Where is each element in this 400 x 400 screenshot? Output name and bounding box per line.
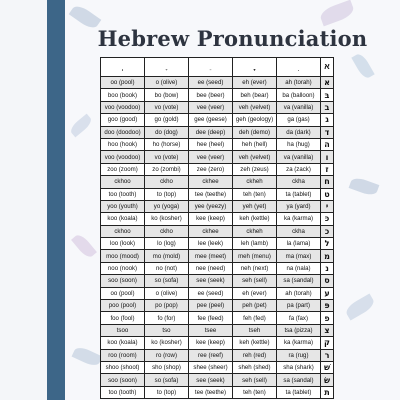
pronunciation-cell: pee (peel) [189,300,233,312]
table-header-row [101,58,334,77]
pronunciation-cell: oo (pool) [101,287,145,299]
table-row [101,138,334,150]
vowel-header-cell [233,58,277,77]
pronunciation-cell: see (seek) [189,374,233,386]
pronunciation-cell: zeh (zeus) [233,163,277,175]
table-row [101,312,334,324]
table-row [101,126,334,138]
pronunciation-cell: yoo (youth) [101,200,145,212]
pronunciation-cell: shoo (shoot) [101,361,145,373]
pronunciation-cell: o (olive) [145,77,189,89]
pronunciation-cell: ko (kosher) [145,213,189,225]
pronunciation-cell: va (vanilla) [277,101,321,113]
table-row [101,337,334,349]
pronunciation-cell: yo (yoga) [145,200,189,212]
pronunciation-cell: see (seek) [189,275,233,287]
vowel-header-cell [101,58,145,77]
pronunciation-cell: ree (reef) [189,349,233,361]
pronunciation-cell: vee (veer) [189,151,233,163]
pronunciation-cell: tsee [189,324,233,336]
table-row [101,349,334,361]
hebrew-letter-cell: כ [321,225,334,237]
pronunciation-cell: to (top) [145,386,189,398]
pronunciation-cell: neh (next) [233,262,277,274]
hebrew-letter-cell: ס [321,275,334,287]
pronunciation-cell: yee (yeezy) [189,200,233,212]
pronunciation-cell: sheh (shed) [233,361,277,373]
pronunciation-cell: ka (karma) [277,213,321,225]
pronunciation-cell: zee (zero) [189,163,233,175]
pronunciation-cell: kee (keep) [189,213,233,225]
pronunciation-cell: ga (gas) [277,114,321,126]
pronunciation-cell: no (not) [145,262,189,274]
pronunciation-cell: vo (vote) [145,151,189,163]
hebrew-letter-cell: ת [321,386,334,398]
pronunciation-cell: ho (horse) [145,138,189,150]
pronunciation-cell: ckha [277,225,321,237]
pronunciation-cell: ee (seed) [189,287,233,299]
pronunciation-cell: fo (for) [145,312,189,324]
pronunciation-cell: hoo (hook) [101,138,145,150]
pronunciation-cell: va (vanilla) [277,151,321,163]
pronunciation-cell: ta (tablet) [277,188,321,200]
pronunciation-cell: beh (bear) [233,89,277,101]
pronunciation-cell: so (sofa) [145,374,189,386]
hebrew-letter-cell: שׂ [321,374,334,386]
pronunciation-cell: eh (ever) [233,287,277,299]
pronunciation-cell: oo (pool) [101,77,145,89]
pronunciation-cell: so (sofa) [145,275,189,287]
pronunciation-cell: too (tooth) [101,386,145,398]
pronunciation-cell: nee (need) [189,262,233,274]
pronunciation-cell: ckhoo [101,225,145,237]
pronunciation-cell: dee (deep) [189,126,233,138]
hebrew-letter-cell: י [321,200,334,212]
pronunciation-cell: to (top) [145,188,189,200]
pronunciation-cell: tee (teethe) [189,188,233,200]
vowel-header-cell [145,58,189,77]
pronunciation-cell: ckho [145,176,189,188]
pronunciation-cell: ka (karma) [277,337,321,349]
pronunciation-cell: veh (velvet) [233,101,277,113]
pronunciation-cell: ya (yard) [277,200,321,212]
pronunciation-cell: go (gold) [145,114,189,126]
table-row [101,262,334,274]
pronunciation-cell: ckho [145,225,189,237]
table-row [101,361,334,373]
pronunciation-cell: ee (seed) [189,77,233,89]
pronunciation-cell: noo (nook) [101,262,145,274]
pronunciation-cell: gee (geese) [189,114,233,126]
pronunciation-cell: sha (shark) [277,361,321,373]
pronunciation-cell: vee (veer) [189,101,233,113]
pronunciation-cell: do (dog) [145,126,189,138]
pronunciation-cell: peh (pet) [233,300,277,312]
hebrew-letter-cell: ט [321,188,334,200]
pronunciation-cell: zo (zombi) [145,163,189,175]
hebrew-letter-cell: ו [321,151,334,163]
pronunciation-cell: koo (koala) [101,213,145,225]
pronunciation-cell: tso [145,324,189,336]
hebrew-letter-cell: פּ [321,300,334,312]
pronunciation-cell: deh (demo) [233,126,277,138]
pronunciation-cell: hee (heel) [189,138,233,150]
table-row [101,151,334,163]
pronunciation-cell: teh (ten) [233,188,277,200]
table-row [101,287,334,299]
table-row [101,89,334,101]
hebrew-letter-cell: א [321,77,334,89]
hebrew-letter-cell: ב [321,101,334,113]
pronunciation-cell: ko (kosher) [145,337,189,349]
pronunciation-cell: kee (keep) [189,337,233,349]
hebrew-letter-cell: בּ [321,89,334,101]
pronunciation-cell: reh (red) [233,349,277,361]
pronunciation-cell: leh (lamb) [233,238,277,250]
hebrew-letter-cell: ג [321,114,334,126]
table-row [101,300,334,312]
pronunciation-cell: bee (beer) [189,89,233,101]
pronunciation-cell: teh (ten) [233,386,277,398]
pronunciation-cell: ba (balloon) [277,89,321,101]
table-row [101,213,334,225]
pronunciation-cell: sho (shop) [145,361,189,373]
pronunciation-cell: meh (menu) [233,250,277,262]
vowel-header-cell [277,58,321,77]
pronunciation-cell: goo (good) [101,114,145,126]
pronunciation-cell: heh (hell) [233,138,277,150]
hebrew-letter-cell: ק [321,337,334,349]
pronunciation-cell: da (dark) [277,126,321,138]
pronunciation-cell: zoo (zoom) [101,163,145,175]
pronunciation-cell: tsoo [101,324,145,336]
pronunciation-cell: too (tooth) [101,188,145,200]
pronunciation-cell: yeh (yet) [233,200,277,212]
pronunciation-cell: eh (ever) [233,77,277,89]
pronunciation-cell: doo (doodoo) [101,126,145,138]
pronunciation-cell: ta (tablet) [277,386,321,398]
hebrew-letter-cell: ח [321,176,334,188]
pronunciation-cell: pa (part) [277,300,321,312]
hebrew-letter-cell: שׁ [321,361,334,373]
pronunciation-cell: po (pop) [145,300,189,312]
vowel-header-cell: א [321,58,334,77]
hebrew-letter-cell: ז [321,163,334,175]
pronunciation-cell: mee (meet) [189,250,233,262]
pronunciation-cell: lee (leek) [189,238,233,250]
pronunciation-cell: ckheh [233,176,277,188]
table-row [101,188,334,200]
pronunciation-cell: ckhee [189,225,233,237]
hebrew-letter-cell: כּ [321,213,334,225]
pronunciation-cell: ah (torah) [277,77,321,89]
table-row [101,324,334,336]
pronunciation-cell: vo (vote) [145,101,189,113]
pronunciation-cell: bo (bow) [145,89,189,101]
table-row [101,200,334,212]
table-row [101,77,334,89]
pronunciation-cell: shee (sheer) [189,361,233,373]
pronunciation-cell: sa (sandal) [277,374,321,386]
pronunciation-cell: ma (max) [277,250,321,262]
table-row [101,250,334,262]
pronunciation-cell: loo (look) [101,238,145,250]
pronunciation-cell: ckhee [189,176,233,188]
pronunciation-cell: ckha [277,176,321,188]
pronunciation-cell: mo (mold) [145,250,189,262]
hebrew-letter-cell: ל [321,238,334,250]
hebrew-letter-cell: ע [321,287,334,299]
pronunciation-cell: ha (hug) [277,138,321,150]
pronunciation-cell: za (zack) [277,163,321,175]
pronunciation-cell: poo (pool) [101,300,145,312]
pronunciation-cell: fee (feed) [189,312,233,324]
pronunciation-cell: veh (velvet) [233,151,277,163]
pronunciation-cell: foo (fool) [101,312,145,324]
pronunciation-table [100,57,334,399]
pronunciation-cell: boo (book) [101,89,145,101]
pronunciation-cell: roo (room) [101,349,145,361]
vowel-header-cell [189,58,233,77]
pronunciation-cell: ro (row) [145,349,189,361]
pronunciation-cell: keh (kettle) [233,337,277,349]
table-row [101,114,334,126]
hebrew-letter-cell: ה [321,138,334,150]
table-row [101,275,334,287]
pronunciation-cell: voo (voodoo) [101,151,145,163]
table-row [101,101,334,113]
pronunciation-cell: seh (sell) [233,374,277,386]
hebrew-letter-cell: ר [321,349,334,361]
pronunciation-cell: tseh [233,324,277,336]
hebrew-letter-cell: מ [321,250,334,262]
hebrew-letter-cell: נ [321,262,334,274]
pronunciation-cell: voo (voodoo) [101,101,145,113]
pronunciation-cell: moo (mood) [101,250,145,262]
table-row [101,176,334,188]
pronunciation-cell: fa (fax) [277,312,321,324]
table-row [101,386,334,398]
page-title: Hebrew Pronunciation [97,26,368,51]
pronunciation-cell: sa (sandal) [277,275,321,287]
pronunciation-cell: feh (fed) [233,312,277,324]
pronunciation-cell: soo (soon) [101,275,145,287]
book-spine [47,0,65,400]
pronunciation-cell: na (nala) [277,262,321,274]
pronunciation-cell: koo (koala) [101,337,145,349]
pronunciation-cell: ah (torah) [277,287,321,299]
pronunciation-cell: geh (geology) [233,114,277,126]
table-row [101,374,334,386]
pronunciation-cell: ckhoo [101,176,145,188]
pronunciation-cell: soo (soon) [101,374,145,386]
pronunciation-cell: ra (rug) [277,349,321,361]
pronunciation-cell: seh (sell) [233,275,277,287]
pronunciation-cell: ckheh [233,225,277,237]
hebrew-letter-cell: ד [321,126,334,138]
table-row [101,225,334,237]
table-row [101,238,334,250]
hebrew-letter-cell: פ [321,312,334,324]
hebrew-letter-cell: צ [321,324,334,336]
pronunciation-cell: o (olive) [145,287,189,299]
pronunciation-cell: lo (log) [145,238,189,250]
pronunciation-cell: keh (kettle) [233,213,277,225]
table-row [101,163,334,175]
pronunciation-cell: tsa (pizza) [277,324,321,336]
pronunciation-cell: la (lama) [277,238,321,250]
pronunciation-cell: tee (teethe) [189,386,233,398]
